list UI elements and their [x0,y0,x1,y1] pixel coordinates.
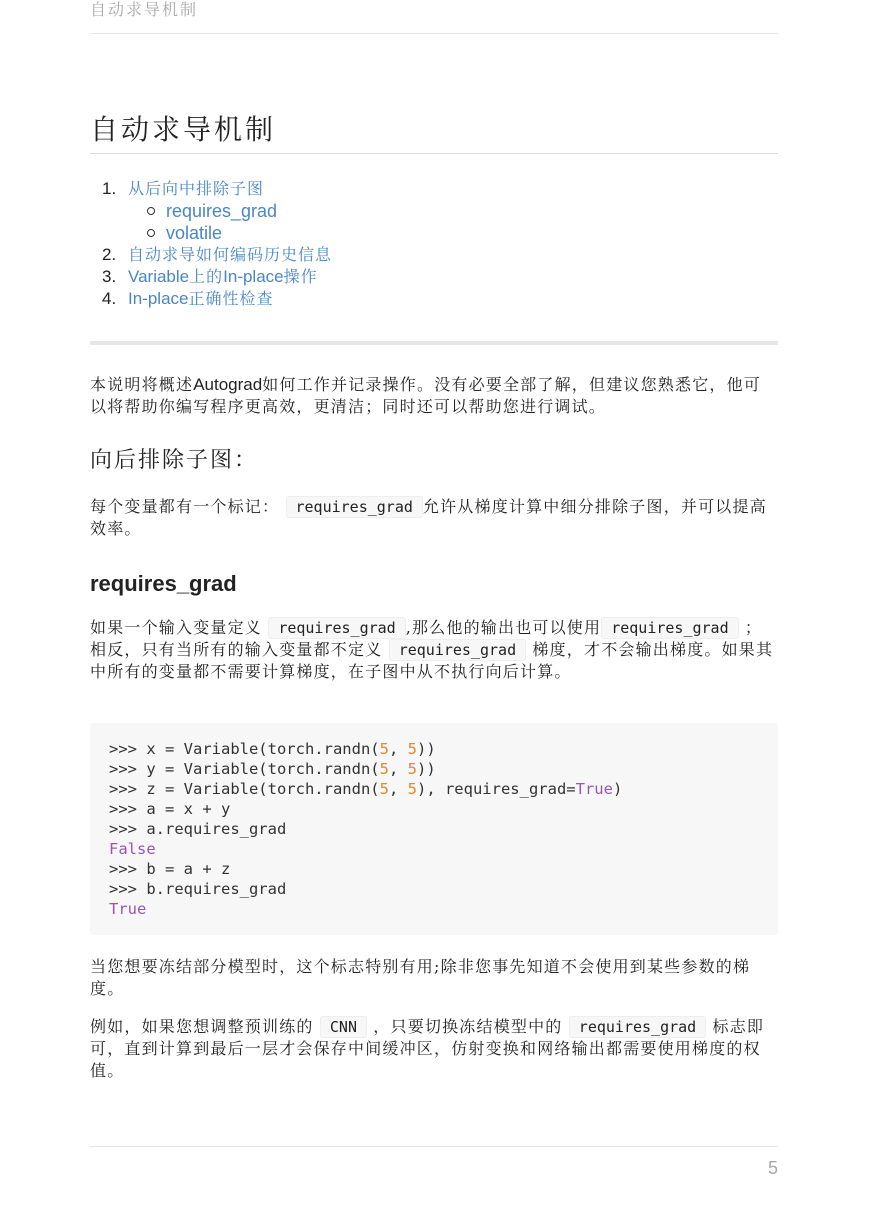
inline-code: requires_grad [569,1016,706,1038]
running-header [90,0,778,34]
toc-link-requires-grad[interactable]: requires_grad [166,201,278,221]
footer-divider [90,1146,778,1147]
inline-code: requires_grad [268,617,405,639]
toc-subitem-requires-grad [90,200,778,222]
toc-number: 4. [102,289,117,308]
running-title: 自动求导机制 [90,0,199,19]
toc-subitem-volatile [90,222,778,244]
section-heading-exclude-subgraphs: 向后排除子图： [90,448,259,473]
page-title: 自动求导机制 [90,113,778,154]
toc-item-1 [90,178,778,200]
toc-item-2 [90,244,778,266]
toc-number: 3. [102,267,117,286]
toc-number: 2. [102,245,117,264]
intro-paragraph: 本说明将概述Autograd如何工作并记录操作。没有必要全部了解，但建议您熟悉它，他可以将帮助你编写程序更高效，更清洁；同时还可以帮助您进行调试。 [90,375,762,416]
freeze-model-paragraph: 当您想要冻结部分模型时，这个标志特别有用;除非您事先知道不会使用到某些参数的梯度。 [90,957,751,998]
inline-code: requires_grad [286,496,423,518]
toc-item-4 [90,288,778,310]
cnn-example-paragraph: 例如，如果您想调整预训练的 CNN ，只要切换冻结模型中的 requires_grad 标志即可，直到计算到最后一层才会保存中间缓冲区，仿射变换和网络输出都需要使用梯度的权值。 [90,1017,765,1080]
subsection-heading-requires-grad: requires_grad [90,571,237,596]
toc-link-exclude-subgraphs[interactable]: 从后向中排除子图 [128,179,265,198]
section-divider [90,341,778,345]
toc-link-inplace-ops[interactable]: Variable上的In-place操作 [128,267,318,286]
inline-code: CNN [320,1016,367,1038]
toc-link-volatile[interactable]: volatile [166,223,223,243]
code-block [90,723,778,935]
circle-bullet-icon [147,207,155,215]
inline-code: requires_grad [601,617,738,639]
toc-item-3 [90,266,778,288]
toc-number: 1. [102,179,117,198]
section1-paragraph: 每个变量都有一个标记： requires_grad 允许从梯度计算中细分排除子图，并可以提高效率。 [90,497,767,538]
requires-grad-paragraph: 如果一个输入变量定义 requires_grad ,那么他的输出也可以使用 requires_grad ；相反，只有当所有的输入变量都不定义 requires_grad 梯度，才不会输出梯度。如果其中所有的变量都不需要计算梯度，在子图中从不执行向后计算。 [90,618,774,681]
toc-link-inplace-correctness[interactable]: In-place正确性检查 [128,289,274,308]
table-of-contents [90,178,778,310]
inline-code: requires_grad [389,639,526,661]
code-listing: >>> x = Variable(torch.randn(5, 5)) >>> y = Variable(torch.randn(5, 5)) >>> z = Variable(torch.randn(5, 5), requires_grad=True) >>> a = x + y >>> a.requires_grad False >>> b = a + z >>> b.requires_grad True [109,740,623,918]
page-number: 5 [767,1158,778,1178]
circle-bullet-icon [147,229,155,237]
toc-link-history-encoding[interactable]: 自动求导如何编码历史信息 [128,245,333,264]
